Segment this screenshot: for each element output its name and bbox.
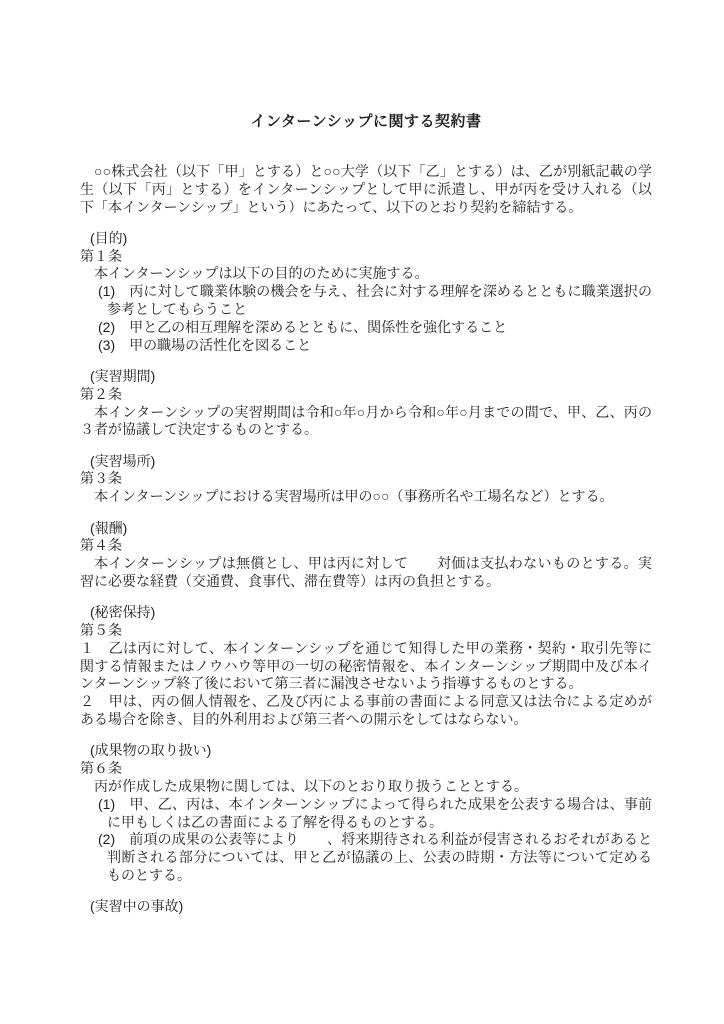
contract-section <box>80 604 652 729</box>
contract-section <box>80 368 652 439</box>
article-number: 第１条 <box>80 247 122 264</box>
paragraph: 本インターンシップにおける実習場所は甲の○○（事務所名や工場名など）とする。 <box>94 488 614 505</box>
paragraph: (3) 甲の職場の活性化を図ること <box>98 336 312 353</box>
paragraph: 丙が作成した成果物に関しては、以下のとおり取り扱うこととする。 <box>94 777 528 794</box>
section-label: (実習中の事故) <box>90 898 184 915</box>
contract-section <box>80 453 652 506</box>
sections-container <box>80 230 652 916</box>
paragraph: １ 乙は丙に対して、本インターンシップを通じて知得した甲の業務・契約・取引先等に関する情報またはノウハウ等甲の一切の秘密情報を、本インターンシップ期間中及び本インターンシップ終了後において第三者に漏洩させないよう指導するものとする。 <box>80 639 652 692</box>
article-number: 第５条 <box>80 622 122 639</box>
paragraph: (2) 甲と乙の相互理解を深めるとともに、関係性を強化すること <box>98 318 508 335</box>
contract-section <box>80 898 652 916</box>
paragraph: 本インターンシップは以下の目的のために実施する。 <box>94 265 429 282</box>
preamble-paragraph: ○○株式会社（以下「甲」とする）と○○大学（以下「乙」とする）は、乙が別紙記載の学生（以下「丙」とする）をインターンシップとして甲に派遣し、甲が丙を受け入れる（以下「本インターンシップ」という）にあたって、以下のとおり契約を締結する。 <box>80 163 652 215</box>
section-label: (目的) <box>90 229 128 246</box>
paragraph: ２ 甲は、丙の個人情報を、乙及び丙による事前の書面による同意又は法令による定めがある場合を除き、目的外利用および第三者への開示をしてはならない。 <box>80 693 652 728</box>
paragraph: 本インターンシップは無償とし、甲は丙に対して 対価は支払わないものとする。実習に必要な経費（交通費、食事代、滞在費等）は丙の負担とする。 <box>80 555 652 589</box>
article-number: 第６条 <box>80 760 122 777</box>
contract-section <box>80 520 652 591</box>
article-number: 第２条 <box>80 385 122 402</box>
article-number: 第３条 <box>80 470 122 487</box>
document-title: インターンシップに関する契約書 <box>250 113 482 130</box>
contract-section <box>80 230 652 355</box>
section-label: (秘密保持) <box>90 604 156 621</box>
paragraph: (1) 丙に対して職業体験の機会を与え、社会に対する理解を深めるとともに職業選択の参考としてもらうこと <box>98 283 652 318</box>
paragraph: (1) 甲、乙、丙は、本インターンシップによって得られた成果を公表する場合は、事前に甲もしくは乙の書面による了解を得るものとする。 <box>98 795 652 830</box>
paragraph: 本インターンシップの実習期間は令和○年○月から令和○年○月までの間で、甲、乙、丙の３者が協議して決定するものとする。 <box>80 403 652 438</box>
section-label: (実習期間) <box>90 367 156 384</box>
contract-section <box>80 742 652 884</box>
article-number: 第４条 <box>80 537 122 554</box>
section-label: (報酬) <box>90 519 128 536</box>
paragraph: (2) 前項の成果の公表等により 、将来期待される利益が侵害されるおそれがあると判断される部分については、甲と乙が協議の上、公表の時期・方法等について定めるものとする。 <box>98 831 652 883</box>
section-label: (成果物の取り扱い) <box>90 742 212 759</box>
section-label: (実習場所) <box>90 452 156 469</box>
